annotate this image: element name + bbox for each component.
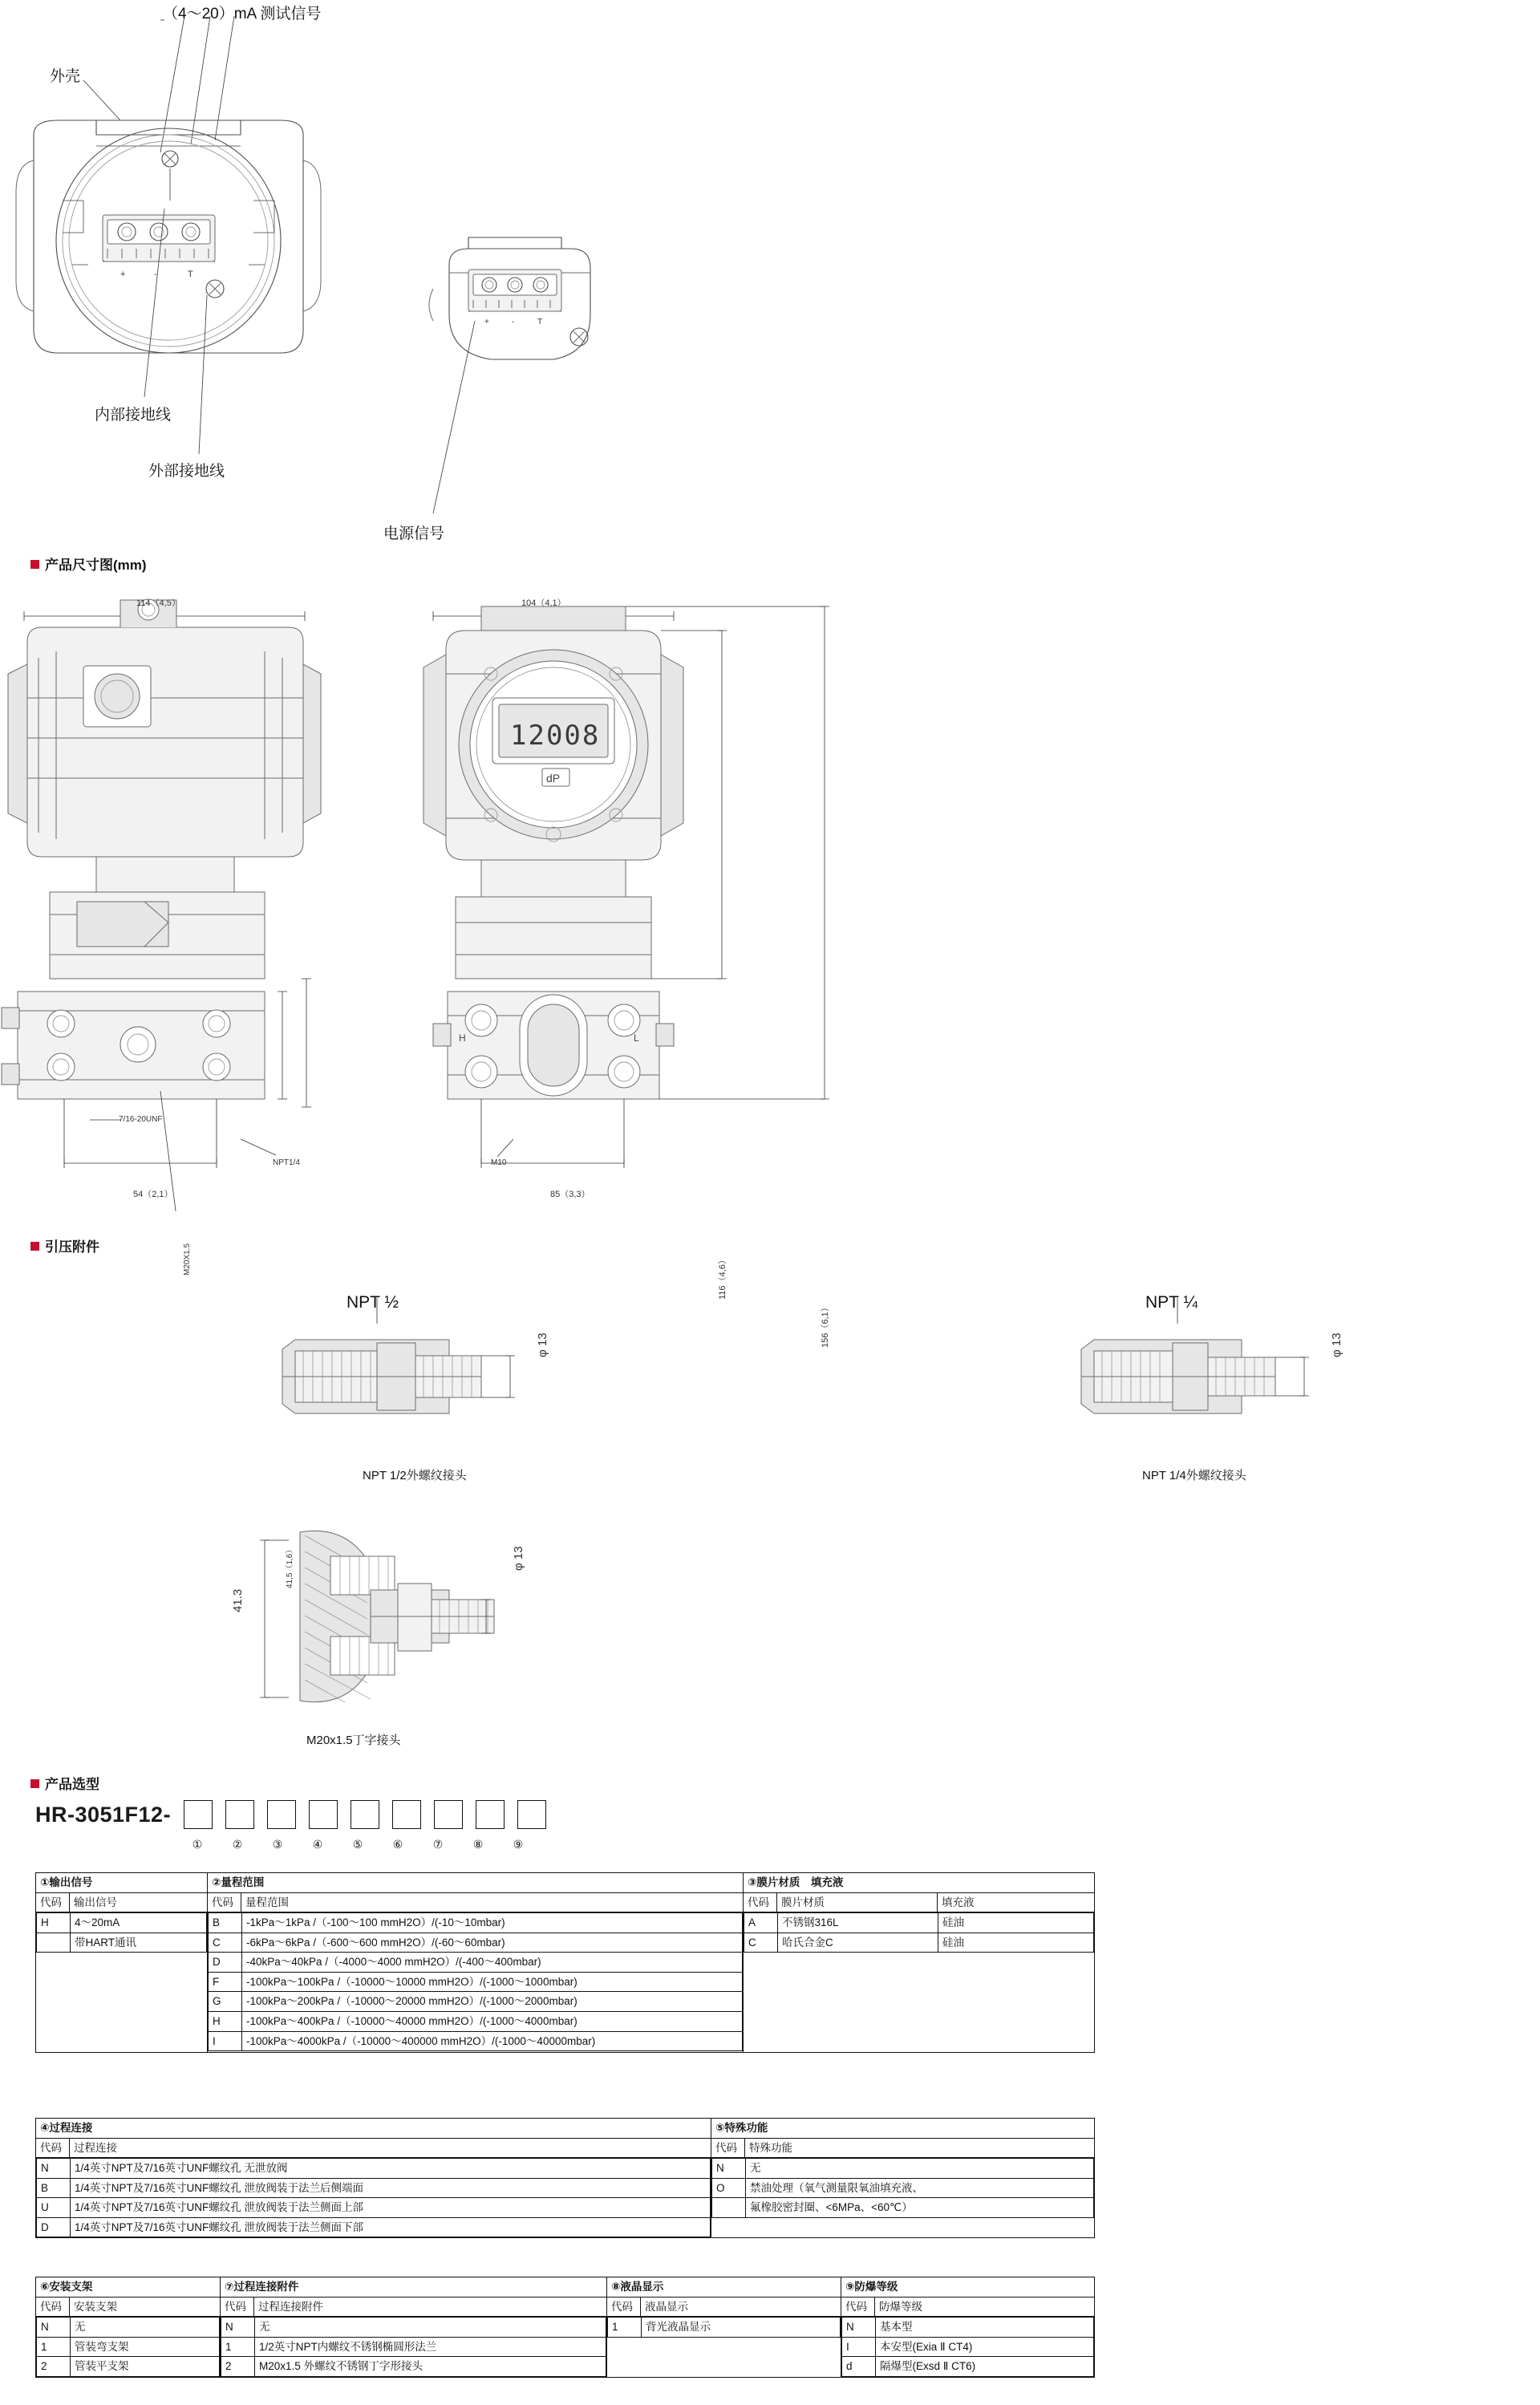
t3-c4-r2-code: I xyxy=(842,2337,876,2357)
t3-c3-r1-code: 1 xyxy=(608,2318,642,2338)
dim-right-top: 104（4,1） xyxy=(521,598,566,608)
t3-title-row xyxy=(36,2277,1095,2298)
t3-c2-r3 xyxy=(221,2357,606,2377)
t1-c1-body xyxy=(36,1912,208,2053)
t1-header-row xyxy=(36,1892,1095,1912)
t3-c1-r3 xyxy=(37,2357,220,2377)
thread-unf-label: 7/16-20UNF xyxy=(119,1115,163,1124)
t1-c1-r1-text: 4～20mA xyxy=(71,1913,207,1933)
t3-c4-inner xyxy=(841,2317,1094,2377)
t2-c2-inner xyxy=(711,2158,1094,2218)
t2-c2-r3 xyxy=(712,2198,1094,2218)
code-box-1[interactable] xyxy=(184,1800,213,1829)
t3-c1-r2-code: 1 xyxy=(37,2337,71,2357)
t3-c3-r1 xyxy=(608,2318,841,2338)
t3-c4-title: ⑨防爆等级 xyxy=(841,2277,1095,2298)
circ-5: ⑤ xyxy=(352,1838,363,1851)
t2-c1-body xyxy=(36,2158,711,2238)
npt-half-caption: NPT 1/2外螺纹接头 xyxy=(363,1469,467,1482)
t1-c2-r1-text: -1kPa～1kPa /（-100～100 mmH2O）/(-10～10mbar) xyxy=(242,1913,743,1933)
t2-c2-r2-code: O xyxy=(712,2178,746,2198)
t1-c1-h2: 输出信号 xyxy=(70,1892,208,1912)
t1-c2-r2-text: -6kPa～6kPa /（-600～600 mmH2O）/(-60～60mbar) xyxy=(242,1933,743,1953)
code-box-7[interactable] xyxy=(434,1800,463,1829)
t1-c3-r2-code: C xyxy=(744,1933,778,1953)
t1-c2-inner xyxy=(208,1912,743,2051)
t2-c2-r2 xyxy=(712,2178,1094,2198)
t3-c4-r2-text: 本安型(Exia Ⅱ CT4) xyxy=(876,2337,1094,2357)
t2-c1-title: ④过程连接 xyxy=(36,2119,711,2139)
t2-body-row xyxy=(36,2158,1095,2238)
t1-c1-r1 xyxy=(37,1913,207,1933)
t3-c1-h2: 安装支架 xyxy=(70,2297,221,2317)
circ-9: ⑨ xyxy=(513,1838,524,1851)
svg-text:-: - xyxy=(512,318,515,326)
t1-title-row xyxy=(36,1873,1095,1893)
t2-c1-r2-code: B xyxy=(37,2178,71,2198)
t2-c1-r2-text: 1/4英寸NPT及7/16英寸UNF螺纹孔 泄放阀装于法兰后侧端面 xyxy=(71,2178,711,2198)
dimension-art xyxy=(0,578,1540,1211)
option-table-1 xyxy=(35,1872,1095,2053)
t2-c1-r2 xyxy=(37,2178,711,2198)
t3-header-row xyxy=(36,2297,1095,2317)
t1-c2-r5 xyxy=(209,1992,743,2012)
t3-c2-h2: 过程连接附件 xyxy=(254,2297,607,2317)
npt-quarter-label: NPT ¼ xyxy=(1145,1293,1198,1312)
t3-c2-r1-code: N xyxy=(221,2318,255,2338)
t3-c3-h1: 代码 xyxy=(607,2297,641,2317)
t2-c2-r3-text: 氟橡胶密封圈、<6MPa、<60℃） xyxy=(746,2198,1094,2218)
accessory-drawings xyxy=(0,1259,1540,1773)
t2-c1-r4-text: 1/4英寸NPT及7/16英寸UNF螺纹孔 泄放阀装于法兰侧面下部 xyxy=(71,2217,711,2237)
t3-c4-h1: 代码 xyxy=(841,2297,875,2317)
test-signal-label: （4～20）mA 测试信号 xyxy=(163,6,322,22)
t1-c2-r7-text: -100kPa～4000kPa /（-10000～400000 mmH2O）/(-1000～40000mbar) xyxy=(242,2031,743,2051)
t3-c2-r3-code: 2 xyxy=(221,2357,255,2377)
t1-c3-inner xyxy=(744,1912,1094,2036)
dia-label-3: φ 13 xyxy=(512,1546,525,1571)
dim-right-bottom: 85（3,3） xyxy=(550,1190,590,1199)
svg-text:L: L xyxy=(634,1032,639,1044)
t1-c1-r2-code xyxy=(37,1933,71,1953)
t1-c3-r1-code: A xyxy=(744,1913,778,1933)
t1-c3-r2-mat: 哈氏合金C xyxy=(778,1933,938,1953)
t1-c2-r6-text: -100kPa～400kPa /（-10000～40000 mmH2O）/(-1000～4000mbar) xyxy=(242,2011,743,2031)
wiring-diagram xyxy=(0,0,1540,554)
section-marker-icon-3 xyxy=(30,1779,39,1788)
t1-c3-h2: 膜片材质 xyxy=(777,1892,938,1912)
t3-c2-r1-text: 无 xyxy=(255,2318,606,2338)
code-box-6[interactable] xyxy=(392,1800,421,1829)
t3-c4-r2 xyxy=(842,2337,1094,2357)
t3-c1-r3-text: 管装平支架 xyxy=(71,2357,220,2377)
code-box-3[interactable] xyxy=(267,1800,296,1829)
circ-6: ⑥ xyxy=(392,1838,403,1851)
code-box-2[interactable] xyxy=(225,1800,254,1829)
model-circled-numbers xyxy=(35,1832,546,1857)
t1-c1-title: ①输出信号 xyxy=(36,1873,208,1893)
t2-c2-r2-text: 禁油处理（氧气测量限氧油填充液、 xyxy=(746,2178,1094,2198)
t1-c2-r1 xyxy=(209,1913,743,1933)
t2-header-row xyxy=(36,2138,1095,2158)
section-marker-icon-2 xyxy=(30,1242,39,1251)
model-prefix: HR-3051F12- xyxy=(35,1802,172,1827)
t2-c1-r3 xyxy=(37,2198,711,2218)
option-table-3 xyxy=(35,2277,1095,2378)
t3-c4-body xyxy=(841,2317,1095,2378)
t1-c3-r2-fill: 硅油 xyxy=(938,1933,1094,1953)
dim-left-small: 41,5（1,6） xyxy=(286,1545,294,1588)
t1-c3-r1 xyxy=(744,1913,1094,1933)
t3-c4-r3 xyxy=(842,2357,1094,2377)
svg-text:dP: dP xyxy=(546,772,561,785)
power-signal-label: 电源信号 xyxy=(383,525,445,542)
t1-c3-h1: 代码 xyxy=(744,1892,777,1912)
t1-c2-h1: 代码 xyxy=(208,1892,241,1912)
t1-c1-inner xyxy=(36,1912,207,2052)
internal-ground-label: 内部接地线 xyxy=(95,407,172,424)
t2-c2-r1 xyxy=(712,2159,1094,2179)
t3-c1-r1-code: N xyxy=(37,2318,71,2338)
t1-c1-r2-text: 带HART通讯 xyxy=(71,1933,207,1953)
npt-half-label: NPT ½ xyxy=(346,1293,399,1312)
t2-c2-r1-code: N xyxy=(712,2159,746,2179)
t1-c2-r4-text: -100kPa～100kPa /（-10000～10000 mmH2O）/(-1000～1000mbar) xyxy=(242,1972,743,1992)
external-ground-label: 外部接地线 xyxy=(148,463,225,480)
t3-c1-inner xyxy=(36,2317,220,2377)
t1-c3-r1-mat: 不锈钢316L xyxy=(778,1913,938,1933)
t2-c2-h2: 特殊功能 xyxy=(745,2138,1095,2158)
circ-7: ⑦ xyxy=(432,1838,444,1851)
t3-c1-r2 xyxy=(37,2337,220,2357)
t3-c1-body xyxy=(36,2317,221,2378)
t3-c4-r1-text: 基本型 xyxy=(876,2318,1094,2338)
t1-c2-title: ②量程范围 xyxy=(208,1873,744,1893)
t3-c2-r2-code: 1 xyxy=(221,2337,255,2357)
t2-c1-r1 xyxy=(37,2159,711,2179)
svg-text:T: T xyxy=(188,270,193,279)
t2-c1-r1-code: N xyxy=(37,2159,71,2179)
t1-c2-r2-code: C xyxy=(209,1933,242,1953)
t3-c4-r3-text: 隔爆型(Exsd Ⅱ CT6) xyxy=(876,2357,1094,2377)
t1-c2-r3 xyxy=(209,1953,743,1973)
t2-c1-h2: 过程连接 xyxy=(70,2138,711,2158)
t3-c4-h2: 防爆等级 xyxy=(875,2297,1095,2317)
t3-c2-r3-text: M20x1.5 外螺纹不锈钢丁字形接头 xyxy=(255,2357,606,2377)
t3-c4-r1 xyxy=(842,2318,1094,2338)
code-box-8[interactable] xyxy=(476,1800,505,1829)
dimension-section-title: 产品尺寸图(mm) xyxy=(30,554,147,574)
t1-c3-body xyxy=(744,1912,1095,2053)
t1-c2-r4 xyxy=(209,1972,743,1992)
thread-npt-label: NPT1/4 xyxy=(273,1158,300,1167)
option-table-2 xyxy=(35,2118,1095,2238)
t1-c2-r6-code: H xyxy=(209,2011,242,2031)
circ-4: ④ xyxy=(312,1838,323,1851)
t2-c1-r4 xyxy=(37,2217,711,2237)
model-boxes xyxy=(35,1800,546,1829)
code-box-4[interactable] xyxy=(309,1800,338,1829)
t3-c3-r1-text: 背光液晶显示 xyxy=(642,2318,841,2338)
t3-c3-inner xyxy=(607,2317,841,2373)
t3-c1-r3-code: 2 xyxy=(37,2357,71,2377)
t3-body-row xyxy=(36,2317,1095,2378)
t3-c1-title: ⑥安装支架 xyxy=(36,2277,221,2298)
t1-c2-r1-code: B xyxy=(209,1913,242,1933)
circ-2: ② xyxy=(232,1838,243,1851)
thread-m20-label: M20X1.5 xyxy=(183,1243,192,1276)
t3-c3-body xyxy=(607,2317,841,2378)
t2-c2-title: ⑤特殊功能 xyxy=(711,2119,1095,2139)
t1-c3-h3: 填充液 xyxy=(938,1892,1095,1912)
t3-c4-r3-code: d xyxy=(842,2357,876,2377)
t2-c1-h1: 代码 xyxy=(36,2138,70,2158)
t1-body-row xyxy=(36,1912,1095,2053)
svg-text:-: - xyxy=(154,270,157,279)
t1-c1-r1-code: H xyxy=(37,1913,71,1933)
t2-c1-inner xyxy=(36,2158,711,2237)
thread-m10-label: M10 xyxy=(491,1158,507,1167)
t1-c2-r7-code: I xyxy=(209,2031,242,2051)
t1-c2-r5-code: G xyxy=(209,1992,242,2012)
dim-left-top: 114（4,5） xyxy=(136,598,180,608)
t1-c2-r6 xyxy=(209,2011,743,2031)
t2-title-row xyxy=(36,2119,1095,2139)
t1-c1-h1: 代码 xyxy=(36,1892,70,1912)
dia-label-1: φ 13 xyxy=(536,1332,549,1357)
svg-text:H: H xyxy=(459,1032,466,1044)
t3-c1-h1: 代码 xyxy=(36,2297,70,2317)
t2-c1-r1-text: 1/4英寸NPT及7/16英寸UNF螺纹孔 无泄放阀 xyxy=(71,2159,711,2179)
t3-c2-h1: 代码 xyxy=(221,2297,254,2317)
t3-c3-h2: 液晶显示 xyxy=(641,2297,841,2317)
t3-c3-title: ⑧液晶显示 xyxy=(607,2277,841,2298)
svg-text:+: + xyxy=(120,270,126,279)
t1-c2-r3-text: -40kPa～40kPa /（-4000～4000 mmH2O）/(-400～400mbar) xyxy=(242,1953,743,1973)
t1-c3-title: ③膜片材质 填充液 xyxy=(744,1873,1095,1893)
t3-c2-r1 xyxy=(221,2318,606,2338)
svg-text:T: T xyxy=(537,318,543,326)
code-box-5[interactable] xyxy=(351,1800,379,1829)
t2-c2-body xyxy=(711,2158,1095,2238)
dim-right-full: 156（6,1） xyxy=(821,1303,830,1348)
t3-c1-r2-text: 管装弯支架 xyxy=(71,2337,220,2357)
t1-c2-r5-text: -100kPa～200kPa /（-10000～20000 mmH2O）/(-1000～2000mbar) xyxy=(242,1992,743,2012)
t1-c2-r4-code: F xyxy=(209,1972,242,1992)
t1-c1-spacer xyxy=(37,1953,71,2053)
circ-1: ① xyxy=(192,1838,203,1851)
len-label-3: 41.3 xyxy=(231,1588,245,1612)
svg-text:+: + xyxy=(484,318,489,326)
t1-c1-r2 xyxy=(37,1933,207,1953)
t1-c2-r3-code: D xyxy=(209,1953,242,1973)
t3-c2-r2-text: 1/2英寸NPT内螺纹不锈钢椭圆形法兰 xyxy=(255,2337,606,2357)
accessory-art xyxy=(0,1259,1540,1773)
t2-c2-h1: 代码 xyxy=(711,2138,745,2158)
t1-c3-spacer xyxy=(744,1953,778,2037)
t1-c3-r2 xyxy=(744,1933,1094,1953)
npt-quarter-caption: NPT 1/4外螺纹接头 xyxy=(1142,1469,1246,1482)
circ-3: ③ xyxy=(272,1838,283,1851)
t3-c1-r1 xyxy=(37,2318,220,2338)
t3-c1-r1-text: 无 xyxy=(71,2318,220,2338)
accessory-section-title: 引压附件 xyxy=(30,1235,99,1255)
t2-c2-r3-code xyxy=(712,2198,746,2218)
svg-text:12008: 12008 xyxy=(510,720,601,752)
code-box-9[interactable] xyxy=(517,1800,546,1829)
t3-c2-r2 xyxy=(221,2337,606,2357)
t2-c2-r1-text: 无 xyxy=(746,2159,1094,2179)
tee-caption: M20x1.5丁字接头 xyxy=(306,1734,401,1747)
dim-right-mid: 116（4,6） xyxy=(718,1255,727,1300)
t3-c2-body xyxy=(221,2317,607,2378)
t1-c2-h2: 量程范围 xyxy=(241,1892,744,1912)
model-code-row xyxy=(35,1800,546,1857)
t3-c2-title: ⑦过程连接附件 xyxy=(221,2277,607,2298)
section-marker-icon xyxy=(30,560,39,569)
t1-c3-r1-fill: 硅油 xyxy=(938,1913,1094,1933)
t3-c4-r1-code: N xyxy=(842,2318,876,2338)
shell-label: 外壳 xyxy=(50,68,81,85)
t2-c1-r3-text: 1/4英寸NPT及7/16英寸UNF螺纹孔 泄放阀装于法兰侧面上部 xyxy=(71,2198,711,2218)
wiring-art xyxy=(0,0,1540,554)
t1-c2-r7 xyxy=(209,2031,743,2051)
circ-8: ⑧ xyxy=(472,1838,484,1851)
t2-c1-r3-code: U xyxy=(37,2198,71,2218)
t3-c2-inner xyxy=(221,2317,606,2377)
t1-c2-body xyxy=(208,1912,744,2053)
dia-label-2: φ 13 xyxy=(1330,1332,1343,1357)
t2-c1-r4-code: D xyxy=(37,2217,71,2237)
t1-c2-r2 xyxy=(209,1933,743,1953)
selection-section-title: 产品选型 xyxy=(30,1773,99,1793)
dim-left-bottom: 54（2,1） xyxy=(133,1190,173,1199)
